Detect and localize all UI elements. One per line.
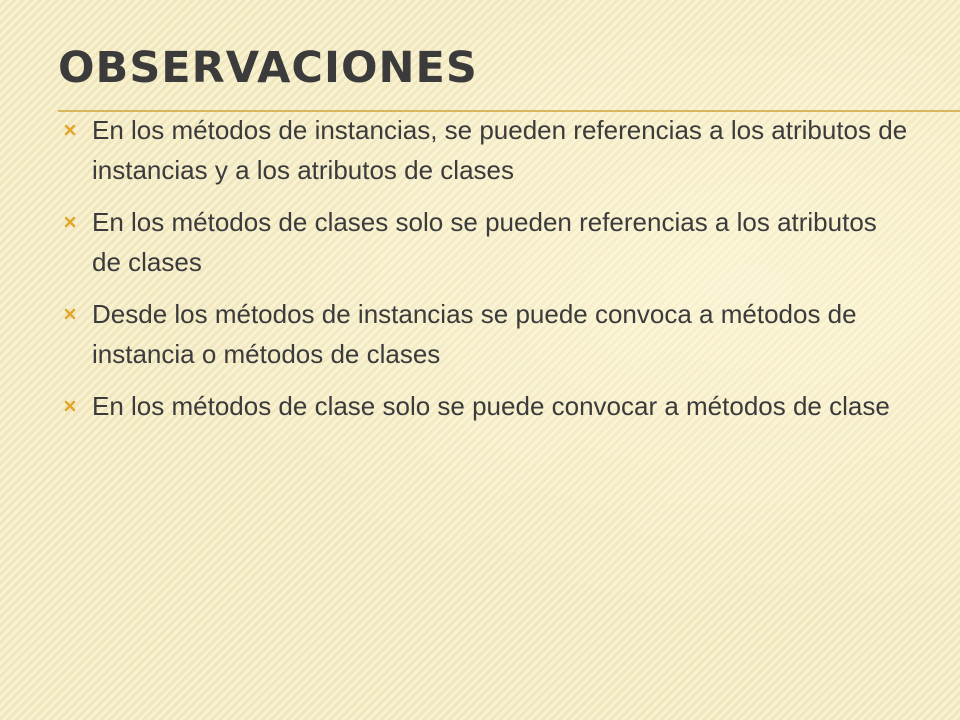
bullet-item [62,294,912,374]
bullet-text: En los métodos de clases solo se pueden referencias a los atributos de clases [92,207,877,277]
x-mark-icon [62,202,78,242]
slide-title: OBSERVACIONES [58,43,478,93]
x-mark-icon [62,386,78,426]
bullet-text: En los métodos de clase solo se puede convocar a métodos de clase [92,391,890,421]
bullet-item [62,110,912,190]
bullet-text: Desde los métodos de instancias se puede convoca a métodos de instancia o métodos de clases [92,299,857,369]
bullet-item [62,202,912,282]
bullet-item [62,386,912,426]
bullet-list [62,110,912,438]
x-mark-icon [62,110,78,150]
bullet-text: En los métodos de instancias, se pueden referencias a los atributos de instancias y a los atributos de clases [92,115,908,185]
x-mark-icon [62,294,78,334]
